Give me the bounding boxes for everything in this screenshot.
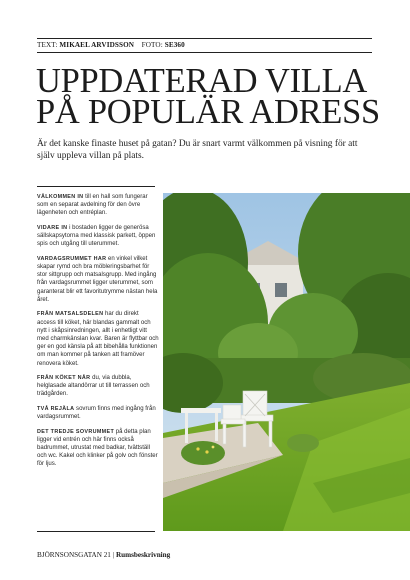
footer-address: BJÖRNSONSGATAN 21 <box>37 551 111 559</box>
paragraph-text: har du direkt access till köket, här blandas gammalt och nytt i skåpsinredningen, allt i enhetligt vitt med charmkänslan kvar. Baren är flyttbar och ger en god känsla på att bibehålla funktionen om man kommer på tanken att framöver renovera köket. <box>37 311 159 367</box>
title-line-1: UPPDATERAD VILLA <box>36 62 367 100</box>
paragraph-lead: FRÅN MATSALSDELEN <box>37 311 104 318</box>
lede-paragraph: Är det kanske finaste huset på gatan? Du är snart varmt välkommen på visning för att själv uppleva villan på plats. <box>37 139 358 161</box>
paragraph-text: sovrum finns med ingång från vardagsrummet. <box>37 405 156 421</box>
garden-photo <box>163 193 410 531</box>
paragraph-text: på detta plan ligger vid entrén och här finns också badrummet, utrustat med badkar, tvättställ och wc. Kakel och klinker på golv och fönster för ljus. <box>37 428 158 468</box>
text-credit-label: TEXT: <box>37 41 58 49</box>
footer-section: Rumsbeskrivning <box>115 551 171 559</box>
body-paragraph <box>37 224 159 249</box>
paragraph-text: till en hall som fungerar som en separat avdelning för den övre lägenheten och entréplan. <box>37 194 148 217</box>
body-column <box>37 193 159 475</box>
body-paragraph <box>37 405 159 421</box>
paragraph-lead: VÄLKOMMEN IN <box>37 194 84 200</box>
paragraph-lead: VIDARE IN <box>37 224 68 231</box>
body-paragraph <box>37 310 159 367</box>
footer-separator: | <box>110 551 116 559</box>
title-line-2: PÅ POPULÄR ADRESS <box>36 93 380 131</box>
footer-rule <box>37 531 155 532</box>
photo-credit-author: SE360 <box>164 41 185 49</box>
body-paragraph <box>37 374 159 399</box>
body-paragraph <box>37 428 159 469</box>
byline <box>37 41 185 49</box>
paragraph-lead: VARDAGSRUMMET HAR <box>37 255 107 262</box>
paragraph-text: i bostaden ligger de generösa sällskapsytorna med klassisk parkett, öppen spis och utgång till uterummet. <box>37 224 156 248</box>
body-paragraph <box>37 193 159 218</box>
text-credit-author: MIKAEL ARVIDSSON <box>59 41 135 49</box>
paragraph-lead: TVÅ REJÄLA <box>37 405 75 412</box>
paragraph-lead: DET TREDJE SOVRUMMET <box>37 428 115 435</box>
paragraph-text: du, via dubbla, helglasade altandörrar ut till terrassen och trädgården. <box>37 375 150 398</box>
byline-rule <box>37 52 372 53</box>
page-footer <box>37 551 170 559</box>
body-paragraph <box>37 255 159 304</box>
paragraph-text: en vinkel vilket skapar rymd och bra möbleringsbarhet för stor sittgrupp och matsalsgrupp. Med ingång från vardagsrummet ligger uterummet, som garanterat blir ett favoritutrymme nästan hela året. <box>37 255 158 303</box>
column-top-rule <box>37 186 155 187</box>
photo-credit-label: FOTO: <box>141 41 163 49</box>
page-title <box>36 62 381 131</box>
paragraph-lead: FRÅN KÖKET NÅR <box>37 375 91 382</box>
top-rule <box>37 38 372 39</box>
